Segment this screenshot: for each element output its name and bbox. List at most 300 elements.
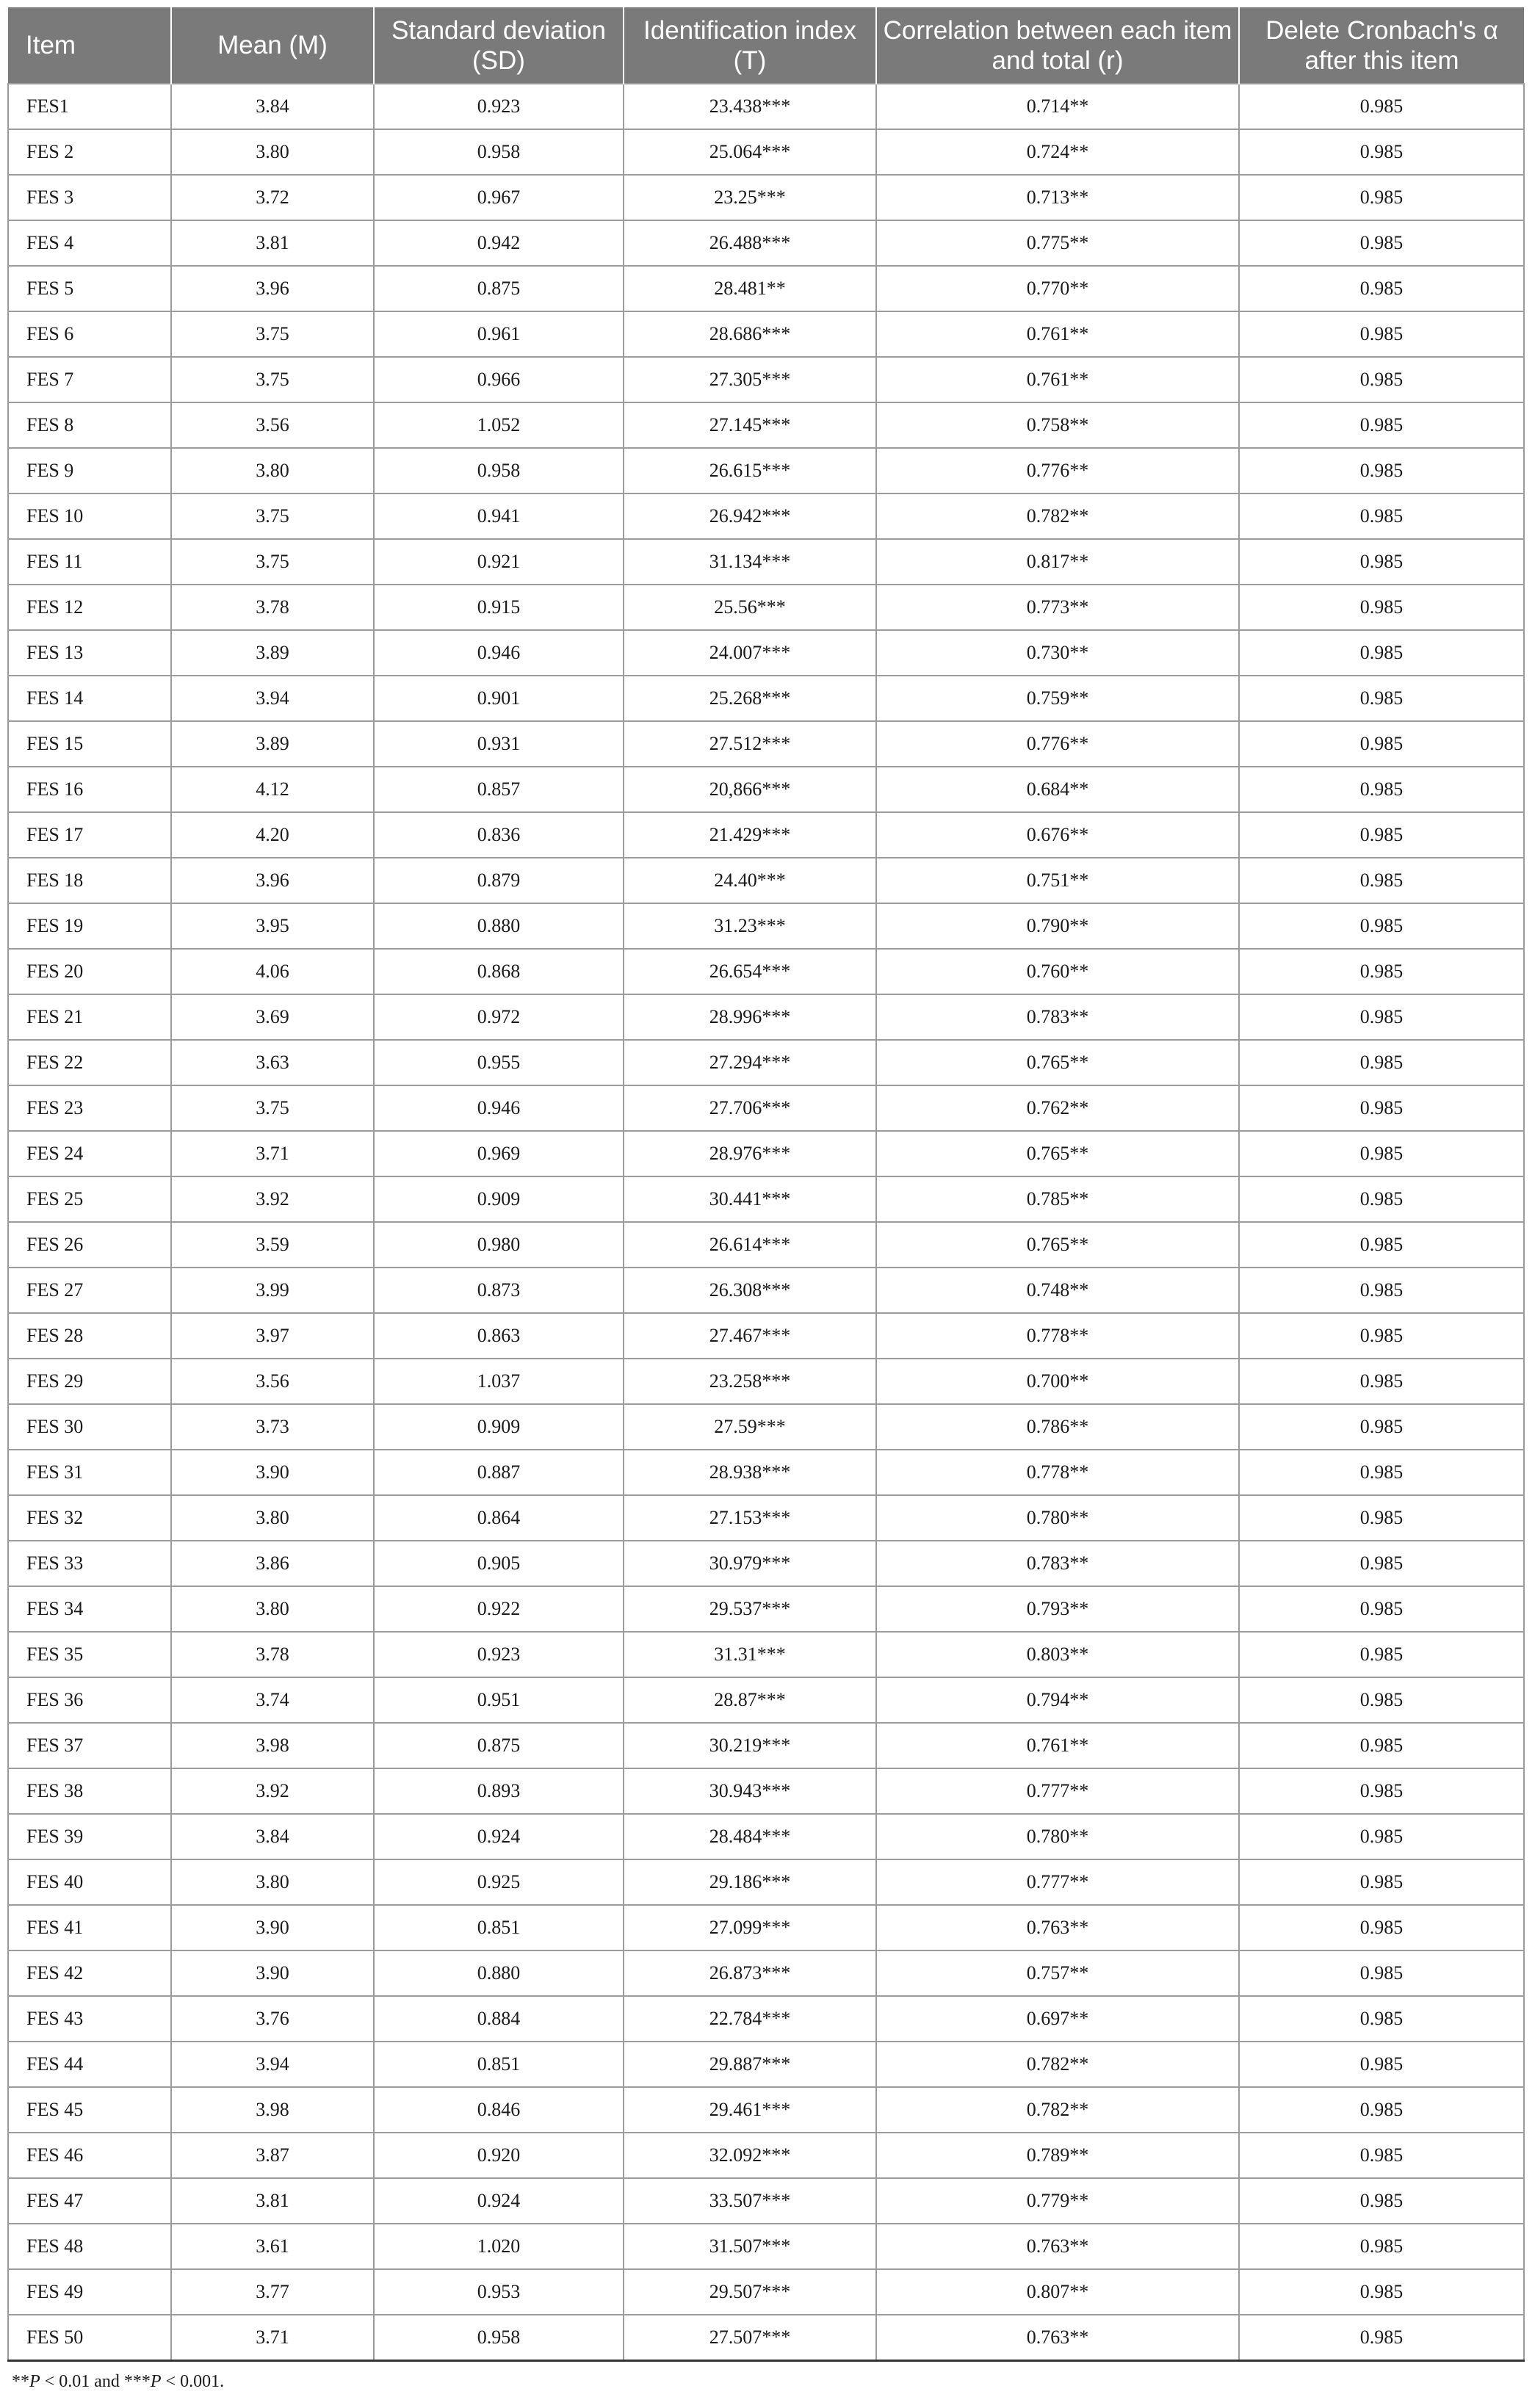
cell-cronbach-alpha: 0.985	[1239, 1131, 1524, 1176]
cell-sd: 0.969	[374, 1131, 624, 1176]
cell-correlation: 0.773**	[876, 585, 1239, 630]
cell-correlation: 0.697**	[876, 1996, 1239, 2042]
cell-mean: 3.56	[171, 1359, 374, 1404]
table-row	[8, 2315, 1524, 2361]
cell-correlation: 0.783**	[876, 994, 1239, 1040]
cell-sd: 0.946	[374, 1085, 624, 1131]
cell-item: FES 13	[8, 630, 171, 676]
cell-sd: 0.893	[374, 1768, 624, 1814]
cell-correlation: 0.713**	[876, 175, 1239, 220]
cell-correlation: 0.758**	[876, 402, 1239, 448]
cell-identification-index: 30.943***	[624, 1768, 876, 1814]
cell-item: FES 33	[8, 1541, 171, 1586]
cell-sd: 0.875	[374, 266, 624, 311]
cell-sd: 0.958	[374, 2315, 624, 2361]
table-row	[8, 1085, 1524, 1131]
cell-sd: 0.931	[374, 721, 624, 767]
cell-cronbach-alpha: 0.985	[1239, 858, 1524, 903]
cell-sd: 0.923	[374, 84, 624, 129]
cell-correlation: 0.748**	[876, 1268, 1239, 1313]
cell-item: FES 50	[8, 2315, 171, 2361]
cell-mean: 3.92	[171, 1768, 374, 1814]
table-row	[8, 220, 1524, 266]
table-row	[8, 2087, 1524, 2133]
table-row	[8, 812, 1524, 858]
cell-cronbach-alpha: 0.985	[1239, 84, 1524, 129]
cell-item: FES 19	[8, 903, 171, 949]
cell-cronbach-alpha: 0.985	[1239, 2042, 1524, 2087]
cell-sd: 0.909	[374, 1176, 624, 1222]
table-row	[8, 1450, 1524, 1495]
cell-identification-index: 27.706***	[624, 1085, 876, 1131]
cell-mean: 3.95	[171, 903, 374, 949]
cell-mean: 3.80	[171, 1495, 374, 1541]
cell-mean: 3.80	[171, 129, 374, 175]
cell-item: FES 29	[8, 1359, 171, 1404]
table-row	[8, 1268, 1524, 1313]
cell-mean: 3.71	[171, 1131, 374, 1176]
cell-sd: 0.941	[374, 493, 624, 539]
table-row	[8, 1950, 1524, 1996]
cell-identification-index: 29.537***	[624, 1586, 876, 1632]
cell-mean: 3.94	[171, 676, 374, 721]
cell-mean: 3.56	[171, 402, 374, 448]
table-row	[8, 767, 1524, 812]
cell-sd: 0.836	[374, 812, 624, 858]
table-row	[8, 1495, 1524, 1541]
cell-correlation: 0.730**	[876, 630, 1239, 676]
cell-correlation: 0.765**	[876, 1222, 1239, 1268]
table-row	[8, 630, 1524, 676]
cell-mean: 3.96	[171, 858, 374, 903]
cell-cronbach-alpha: 0.985	[1239, 1268, 1524, 1313]
table-header	[8, 7, 1524, 84]
cell-sd: 0.909	[374, 1404, 624, 1450]
cell-identification-index: 23.438***	[624, 84, 876, 129]
header-mean: Mean (M)	[171, 7, 374, 84]
cell-identification-index: 24.007***	[624, 630, 876, 676]
cell-correlation: 0.793**	[876, 1586, 1239, 1632]
cell-item: FES 3	[8, 175, 171, 220]
cell-sd: 0.946	[374, 630, 624, 676]
cell-cronbach-alpha: 0.985	[1239, 2133, 1524, 2178]
cell-item: FES 5	[8, 266, 171, 311]
cell-cronbach-alpha: 0.985	[1239, 1950, 1524, 1996]
cell-mean: 3.59	[171, 1222, 374, 1268]
cell-mean: 3.75	[171, 1085, 374, 1131]
cell-correlation: 0.761**	[876, 311, 1239, 357]
cell-sd: 0.857	[374, 767, 624, 812]
cell-cronbach-alpha: 0.985	[1239, 1723, 1524, 1768]
cell-mean: 4.06	[171, 949, 374, 994]
cell-sd: 0.925	[374, 1859, 624, 1905]
cell-cronbach-alpha: 0.985	[1239, 220, 1524, 266]
cell-item: FES 22	[8, 1040, 171, 1085]
cell-correlation: 0.770**	[876, 266, 1239, 311]
cell-mean: 3.89	[171, 630, 374, 676]
cell-mean: 3.81	[171, 2178, 374, 2224]
cell-identification-index: 33.507***	[624, 2178, 876, 2224]
table-row	[8, 129, 1524, 175]
table-container	[7, 7, 1523, 2392]
cell-item: FES 14	[8, 676, 171, 721]
table-row	[8, 676, 1524, 721]
cell-sd: 0.924	[374, 2178, 624, 2224]
cell-cronbach-alpha: 0.985	[1239, 2178, 1524, 2224]
cell-sd: 0.863	[374, 1313, 624, 1359]
cell-cronbach-alpha: 0.985	[1239, 812, 1524, 858]
cell-sd: 0.887	[374, 1450, 624, 1495]
cell-item: FES 34	[8, 1586, 171, 1632]
cell-correlation: 0.763**	[876, 2315, 1239, 2361]
cell-identification-index: 20,866***	[624, 767, 876, 812]
table-row	[8, 903, 1524, 949]
cell-sd: 0.967	[374, 175, 624, 220]
cell-cronbach-alpha: 0.985	[1239, 129, 1524, 175]
cell-mean: 3.97	[171, 1313, 374, 1359]
cell-sd: 1.037	[374, 1359, 624, 1404]
cell-identification-index: 28.484***	[624, 1814, 876, 1859]
cell-mean: 3.75	[171, 357, 374, 402]
cell-identification-index: 28.938***	[624, 1450, 876, 1495]
cell-cronbach-alpha: 0.985	[1239, 1040, 1524, 1085]
cell-identification-index: 26.873***	[624, 1950, 876, 1996]
cell-mean: 3.94	[171, 2042, 374, 2087]
cell-sd: 0.972	[374, 994, 624, 1040]
cell-sd: 0.951	[374, 1677, 624, 1723]
cell-cronbach-alpha: 0.985	[1239, 1996, 1524, 2042]
cell-sd: 1.020	[374, 2224, 624, 2269]
cell-correlation: 0.782**	[876, 2042, 1239, 2087]
cell-cronbach-alpha: 0.985	[1239, 266, 1524, 311]
table-row	[8, 266, 1524, 311]
cell-mean: 3.69	[171, 994, 374, 1040]
cell-sd: 0.923	[374, 1632, 624, 1677]
cell-mean: 3.90	[171, 1905, 374, 1950]
cell-correlation: 0.776**	[876, 721, 1239, 767]
cell-correlation: 0.794**	[876, 1677, 1239, 1723]
cell-sd: 0.880	[374, 903, 624, 949]
cell-identification-index: 27.294***	[624, 1040, 876, 1085]
header-cronbach-alpha-if-deleted: Delete Cronbach's α after this item	[1239, 7, 1524, 84]
cell-cronbach-alpha: 0.985	[1239, 1176, 1524, 1222]
cell-item: FES1	[8, 84, 171, 129]
table-row	[8, 357, 1524, 402]
table-row	[8, 2042, 1524, 2087]
table-row	[8, 1359, 1524, 1404]
cell-item: FES 39	[8, 1814, 171, 1859]
cell-mean: 3.78	[171, 1632, 374, 1677]
cell-identification-index: 24.40***	[624, 858, 876, 903]
cell-correlation: 0.778**	[876, 1313, 1239, 1359]
cell-item: FES 2	[8, 129, 171, 175]
table-row	[8, 402, 1524, 448]
cell-cronbach-alpha: 0.985	[1239, 903, 1524, 949]
cell-mean: 3.84	[171, 1814, 374, 1859]
cell-identification-index: 27.145***	[624, 402, 876, 448]
cell-sd: 0.873	[374, 1268, 624, 1313]
cell-cronbach-alpha: 0.985	[1239, 2315, 1524, 2361]
cell-correlation: 0.777**	[876, 1859, 1239, 1905]
cell-sd: 0.955	[374, 1040, 624, 1085]
cell-cronbach-alpha: 0.985	[1239, 585, 1524, 630]
cell-mean: 3.92	[171, 1176, 374, 1222]
cell-identification-index: 23.25***	[624, 175, 876, 220]
cell-item: FES 7	[8, 357, 171, 402]
cell-identification-index: 31.507***	[624, 2224, 876, 2269]
cell-sd: 0.922	[374, 1586, 624, 1632]
cell-correlation: 0.724**	[876, 129, 1239, 175]
cell-item: FES 24	[8, 1131, 171, 1176]
cell-cronbach-alpha: 0.985	[1239, 1313, 1524, 1359]
table-row	[8, 2224, 1524, 2269]
cell-mean: 3.98	[171, 1723, 374, 1768]
cell-item: FES 17	[8, 812, 171, 858]
cell-cronbach-alpha: 0.985	[1239, 1859, 1524, 1905]
cell-cronbach-alpha: 0.985	[1239, 402, 1524, 448]
cell-mean: 4.12	[171, 767, 374, 812]
cell-mean: 3.75	[171, 539, 374, 585]
cell-identification-index: 27.507***	[624, 2315, 876, 2361]
cell-mean: 3.90	[171, 1450, 374, 1495]
cell-sd: 1.052	[374, 402, 624, 448]
cell-mean: 3.80	[171, 448, 374, 493]
cell-identification-index: 31.23***	[624, 903, 876, 949]
footnote-text-2: < 0.01 and ***	[40, 2372, 151, 2391]
cell-mean: 3.76	[171, 1996, 374, 2042]
cell-mean: 3.61	[171, 2224, 374, 2269]
cell-item: FES 46	[8, 2133, 171, 2178]
table-row	[8, 1222, 1524, 1268]
table-row	[8, 949, 1524, 994]
cell-identification-index: 26.308***	[624, 1268, 876, 1313]
cell-correlation: 0.807**	[876, 2269, 1239, 2315]
cell-correlation: 0.765**	[876, 1040, 1239, 1085]
cell-sd: 0.864	[374, 1495, 624, 1541]
cell-item: FES 20	[8, 949, 171, 994]
cell-item: FES 40	[8, 1859, 171, 1905]
cell-correlation: 0.762**	[876, 1085, 1239, 1131]
cell-mean: 3.74	[171, 1677, 374, 1723]
header-standard-deviation: Standard deviation (SD)	[374, 7, 624, 84]
cell-item: FES 49	[8, 2269, 171, 2315]
cell-item: FES 36	[8, 1677, 171, 1723]
cell-identification-index: 27.305***	[624, 357, 876, 402]
cell-correlation: 0.783**	[876, 1541, 1239, 1586]
cell-cronbach-alpha: 0.985	[1239, 448, 1524, 493]
cell-cronbach-alpha: 0.985	[1239, 994, 1524, 1040]
cell-correlation: 0.782**	[876, 2087, 1239, 2133]
cell-item: FES 43	[8, 1996, 171, 2042]
cell-identification-index: 29.461***	[624, 2087, 876, 2133]
cell-mean: 3.90	[171, 1950, 374, 1996]
cell-correlation: 0.776**	[876, 448, 1239, 493]
cell-sd: 0.920	[374, 2133, 624, 2178]
cell-sd: 0.980	[374, 1222, 624, 1268]
cell-correlation: 0.790**	[876, 903, 1239, 949]
cell-mean: 3.78	[171, 585, 374, 630]
table-row	[8, 1131, 1524, 1176]
cell-cronbach-alpha: 0.985	[1239, 1768, 1524, 1814]
cell-sd: 0.924	[374, 1814, 624, 1859]
cell-identification-index: 25.56***	[624, 585, 876, 630]
cell-correlation: 0.785**	[876, 1176, 1239, 1222]
cell-identification-index: 30.441***	[624, 1176, 876, 1222]
table-row	[8, 721, 1524, 767]
cell-item: FES 21	[8, 994, 171, 1040]
cell-cronbach-alpha: 0.985	[1239, 311, 1524, 357]
cell-mean: 3.75	[171, 493, 374, 539]
cell-mean: 3.84	[171, 84, 374, 129]
table-row	[8, 585, 1524, 630]
cell-sd: 0.875	[374, 1723, 624, 1768]
cell-sd: 0.905	[374, 1541, 624, 1586]
header-item-total-correlation: Correlation between each item and total (r)	[876, 7, 1239, 84]
table-row	[8, 1040, 1524, 1085]
cell-sd: 0.958	[374, 129, 624, 175]
cell-identification-index: 30.979***	[624, 1541, 876, 1586]
cell-correlation: 0.777**	[876, 1768, 1239, 1814]
cell-cronbach-alpha: 0.985	[1239, 721, 1524, 767]
cell-correlation: 0.684**	[876, 767, 1239, 812]
cell-cronbach-alpha: 0.985	[1239, 2087, 1524, 2133]
cell-item: FES 42	[8, 1950, 171, 1996]
cell-mean: 3.98	[171, 2087, 374, 2133]
cell-identification-index: 28.996***	[624, 994, 876, 1040]
cell-cronbach-alpha: 0.985	[1239, 1495, 1524, 1541]
table-row	[8, 1176, 1524, 1222]
cell-sd: 0.958	[374, 448, 624, 493]
cell-identification-index: 27.099***	[624, 1905, 876, 1950]
cell-correlation: 0.780**	[876, 1814, 1239, 1859]
cell-cronbach-alpha: 0.985	[1239, 357, 1524, 402]
cell-sd: 0.921	[374, 539, 624, 585]
cell-item: FES 26	[8, 1222, 171, 1268]
cell-cronbach-alpha: 0.985	[1239, 676, 1524, 721]
statistics-table	[7, 7, 1525, 2362]
cell-mean: 3.96	[171, 266, 374, 311]
cell-cronbach-alpha: 0.985	[1239, 949, 1524, 994]
cell-correlation: 0.759**	[876, 676, 1239, 721]
cell-cronbach-alpha: 0.985	[1239, 1632, 1524, 1677]
cell-correlation: 0.779**	[876, 2178, 1239, 2224]
table-row	[8, 1905, 1524, 1950]
cell-cronbach-alpha: 0.985	[1239, 1359, 1524, 1404]
cell-cronbach-alpha: 0.985	[1239, 1677, 1524, 1723]
cell-correlation: 0.780**	[876, 1495, 1239, 1541]
cell-correlation: 0.751**	[876, 858, 1239, 903]
cell-sd: 0.953	[374, 2269, 624, 2315]
cell-mean: 3.89	[171, 721, 374, 767]
cell-cronbach-alpha: 0.985	[1239, 493, 1524, 539]
table-row	[8, 994, 1524, 1040]
header-item: Item	[8, 7, 171, 84]
cell-correlation: 0.817**	[876, 539, 1239, 585]
cell-correlation: 0.786**	[876, 1404, 1239, 1450]
cell-cronbach-alpha: 0.985	[1239, 630, 1524, 676]
cell-sd: 0.884	[374, 1996, 624, 2042]
cell-cronbach-alpha: 0.985	[1239, 1450, 1524, 1495]
cell-correlation: 0.803**	[876, 1632, 1239, 1677]
table-row	[8, 1859, 1524, 1905]
table-row	[8, 2133, 1524, 2178]
cell-mean: 3.72	[171, 175, 374, 220]
cell-identification-index: 26.654***	[624, 949, 876, 994]
cell-identification-index: 31.134***	[624, 539, 876, 585]
cell-mean: 3.87	[171, 2133, 374, 2178]
table-row	[8, 539, 1524, 585]
cell-item: FES 23	[8, 1085, 171, 1131]
table-row	[8, 493, 1524, 539]
cell-correlation: 0.761**	[876, 357, 1239, 402]
table-row	[8, 1768, 1524, 1814]
cell-cronbach-alpha: 0.985	[1239, 1404, 1524, 1450]
table-footnote	[7, 2372, 1523, 2392]
table-row	[8, 84, 1524, 129]
cell-sd: 0.851	[374, 2042, 624, 2087]
cell-sd: 0.868	[374, 949, 624, 994]
cell-mean: 3.80	[171, 1859, 374, 1905]
cell-item: FES 38	[8, 1768, 171, 1814]
cell-identification-index: 28.87***	[624, 1677, 876, 1723]
header-identification-index: Identification index (T)	[624, 7, 876, 84]
cell-identification-index: 32.092***	[624, 2133, 876, 2178]
cell-item: FES 45	[8, 2087, 171, 2133]
table-row	[8, 1723, 1524, 1768]
table-row	[8, 1586, 1524, 1632]
cell-identification-index: 28.481**	[624, 266, 876, 311]
cell-cronbach-alpha: 0.985	[1239, 1085, 1524, 1131]
cell-sd: 0.961	[374, 311, 624, 357]
table-row	[8, 1541, 1524, 1586]
cell-sd: 0.915	[374, 585, 624, 630]
cell-item: FES 6	[8, 311, 171, 357]
table-row	[8, 448, 1524, 493]
table-row	[8, 1814, 1524, 1859]
cell-item: FES 9	[8, 448, 171, 493]
footnote-p-symbol-1: P	[29, 2372, 40, 2391]
cell-cronbach-alpha: 0.985	[1239, 1905, 1524, 1950]
table-row	[8, 1632, 1524, 1677]
cell-correlation: 0.778**	[876, 1450, 1239, 1495]
cell-correlation: 0.763**	[876, 2224, 1239, 2269]
cell-item: FES 4	[8, 220, 171, 266]
cell-identification-index: 25.064***	[624, 129, 876, 175]
cell-identification-index: 21.429***	[624, 812, 876, 858]
cell-identification-index: 25.268***	[624, 676, 876, 721]
cell-cronbach-alpha: 0.985	[1239, 2224, 1524, 2269]
cell-item: FES 48	[8, 2224, 171, 2269]
cell-sd: 0.846	[374, 2087, 624, 2133]
cell-cronbach-alpha: 0.985	[1239, 1814, 1524, 1859]
cell-sd: 0.879	[374, 858, 624, 903]
cell-mean: 3.80	[171, 1586, 374, 1632]
table-row	[8, 311, 1524, 357]
footnote-text-3: < 0.001.	[161, 2372, 225, 2391]
cell-identification-index: 29.887***	[624, 2042, 876, 2087]
cell-item: FES 18	[8, 858, 171, 903]
cell-item: FES 15	[8, 721, 171, 767]
cell-identification-index: 26.614***	[624, 1222, 876, 1268]
cell-sd: 0.880	[374, 1950, 624, 1996]
table-row	[8, 1313, 1524, 1359]
cell-item: FES 11	[8, 539, 171, 585]
cell-mean: 3.86	[171, 1541, 374, 1586]
cell-item: FES 47	[8, 2178, 171, 2224]
cell-cronbach-alpha: 0.985	[1239, 539, 1524, 585]
cell-identification-index: 30.219***	[624, 1723, 876, 1768]
cell-sd: 0.966	[374, 357, 624, 402]
